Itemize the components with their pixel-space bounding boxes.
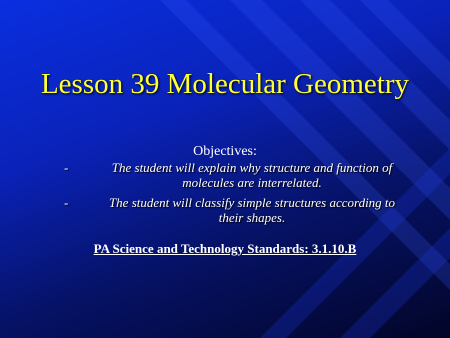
objectives-heading: Objectives: [193,144,257,159]
objective-item [64,160,404,190]
objective-item [64,195,404,225]
bullet-marker: - [64,195,69,210]
bullet-marker: - [64,160,69,175]
standards-reference: PA Science and Technology Standards: 3.1.10.B [93,241,357,256]
slide-title: Lesson 39 Molecular Geometry [40,68,410,100]
objective-text: The student will explain why structure and function of molecules are interrelated. [111,160,393,190]
objective-text: The student will classify simple structures according to their shapes. [108,195,396,225]
